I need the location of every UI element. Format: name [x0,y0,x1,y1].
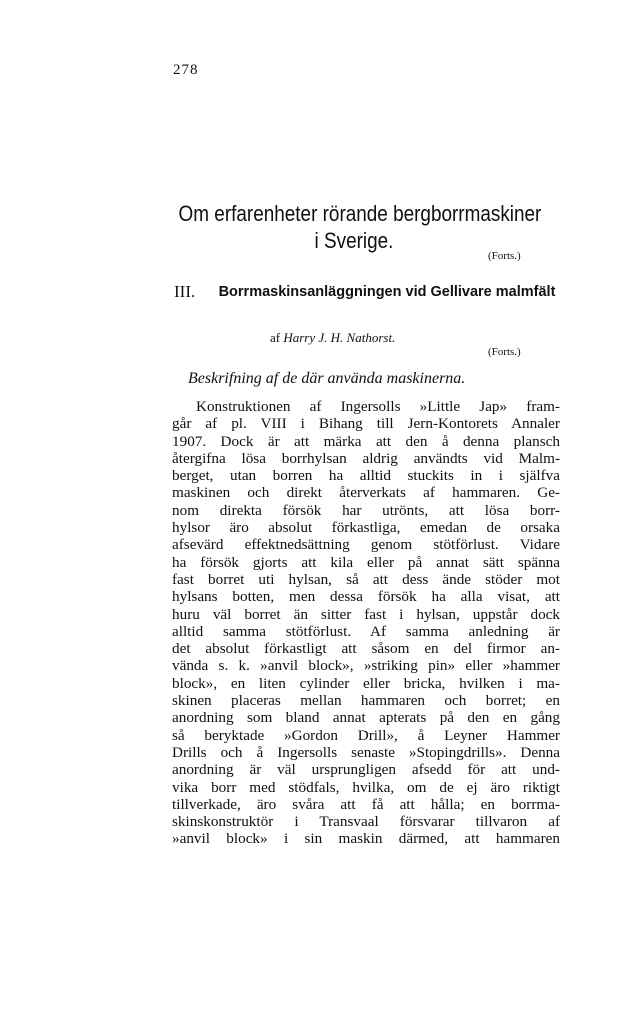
body-line: maskinen och direkt återverkats af hammaren. Ge- [172,484,560,502]
body-line: »anvil block» i sin maskin därmed, att hammaren [172,830,560,848]
section-numeral: III. [174,282,196,301]
body-text [172,398,560,848]
body-line: ha försök gjorts att kila eller på annat sätt spänna [172,553,560,571]
body-line: hylsor äro absolut förkastliga, emedan de orsaka [172,519,560,537]
body-line: alltid samma stötförlust. Af samma anledning är [172,622,560,640]
forts-note-1: (Forts.) [488,250,521,262]
body-line: det absolut förkastligt att såsom en del firmor an- [172,640,560,658]
body-line: anordning är väl ursprungligen afsedd för att und- [172,761,560,779]
body-line: nom direkta försök har utrönts, att lösa borr- [172,501,560,519]
body-line: huru väl borret än sitter fast i hylsan, uppstår dock [172,605,560,623]
page-number: 278 [173,62,199,78]
article-title [150,200,558,254]
body-line: fast borret uti hylsan, så att dess ände stöder mot [172,570,560,588]
byline-author: Harry J. H. Nathorst. [283,330,396,345]
forts-note-2: (Forts.) [488,346,521,358]
article-title-line-2: i Sverige. [314,228,394,253]
body-line: tillverkade, äro svåra att få att hålla; en borrma- [172,795,560,813]
section-heading: Borrmaskinsanläggningen vid Gellivare malmfält [218,284,556,300]
body-line: Drills och å Ingersolls senaste »Stopingdrills». Denna [172,743,560,761]
body-line: Konstruktionen af Ingersolls »Little Jap» fram- [196,398,560,415]
body-line: berget, utan borren ha alltid stuckits in i själfva [172,467,560,485]
body-line: skinen placeras mellan hammaren och borret; en [172,692,560,710]
body-line: vika borr med stödfals, hvilka, om de ej äro riktigt [172,778,560,796]
body-line: skinskonstruktör i Transvaal försvarar tillvaron af [172,813,560,831]
body-line: block», en liten cylinder eller bricka, hvilken i ma- [172,674,560,692]
subheading: Beskrifning af de där använda maskinerna. [188,370,466,387]
article-title-line-1: Om erfarenheter rörande bergborrmaskiner [178,201,542,226]
body-line: 1907. Dock är att märka att den å denna plansch [172,432,560,450]
byline [270,330,395,346]
body-line: afsevärd effektnedsättning genom stötförlust. Vidare [172,536,560,554]
body-line: anordning som bland annat apterats på den en gång [172,709,560,727]
body-line: vända s. k. »anvil block», »striking pin» eller »hammer [172,657,560,675]
body-line: hylsans botten, men dessa försök ha alla visat, att [172,588,560,606]
byline-prefix: af [270,330,281,345]
body-line: går af pl. VIII i Bihang till Jern-Kontorets Annaler [172,415,560,433]
body-line: så beryktade »Gordon Drill», å Leyner Hammer [172,726,560,744]
body-line: återgifna lösa borrhylsan aldrig användts vid Malm- [172,449,560,467]
